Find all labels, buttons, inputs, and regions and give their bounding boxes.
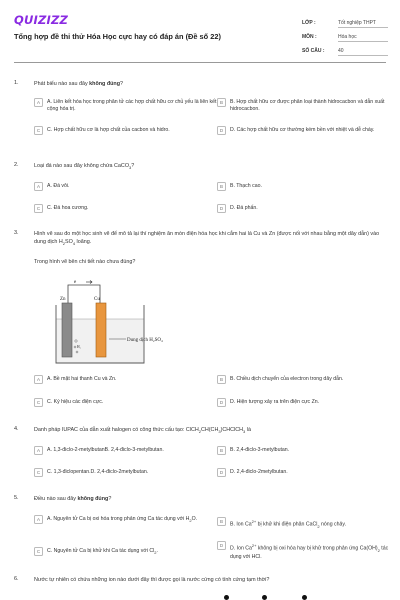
cu-label: Cu: [94, 297, 100, 302]
option-text: A. Bề mặt hai thanh Cu và Zn.: [47, 376, 117, 382]
question-number: 4.: [14, 426, 19, 432]
option-text: B. Thạch cao.: [230, 183, 262, 189]
option-letter: D: [217, 468, 226, 477]
option-text: A. 1,3-điclo-2-metylbutanB. 2,4-điclo-3-metylbutan.: [47, 447, 164, 453]
option-text: B. 2,4-điclo-3-metylbutan.: [230, 447, 290, 453]
question-text: Phát biểu nào sau đây không đúng?: [34, 81, 123, 87]
option-a[interactable]: [34, 98, 224, 113]
option-b[interactable]: [217, 182, 377, 191]
option-b[interactable]: [217, 98, 387, 113]
page-title: Tổng hợp đề thi thử Hóa Học cực hay có đáp án (Đề số 22): [14, 32, 221, 41]
option-letter: B: [217, 98, 226, 107]
option-text: D. Hiện tượng xảy ra trên điện cực Zn.: [230, 399, 320, 405]
option-text: D. 2,4-điclo-2metylbutan.: [230, 469, 288, 475]
option-d[interactable]: [217, 126, 392, 135]
bullet-dot: [302, 595, 307, 600]
meta-count-key: SỐ CÂU :: [302, 48, 325, 54]
meta-class-key: LỚP :: [302, 20, 316, 26]
option-letter: C: [34, 398, 43, 407]
option-c[interactable]: [34, 398, 204, 407]
option-letter: D: [217, 541, 226, 550]
meta-subject-key: MÔN :: [302, 34, 317, 40]
option-a[interactable]: [34, 375, 204, 384]
question-number: 1.: [14, 80, 19, 86]
electron-label: e: [74, 280, 77, 285]
option-letter: D: [217, 398, 226, 407]
option-c[interactable]: [34, 547, 214, 556]
option-c[interactable]: [34, 204, 194, 213]
question-number: 2.: [14, 162, 19, 168]
option-text: B. Ion $Ca^{2+}$ bị khử khi điện phân CaCl$_2$ nóng chảy.: [230, 519, 347, 529]
bullet-dot: [262, 595, 267, 600]
bullet-dot: [224, 595, 229, 600]
question-1: [14, 80, 386, 150]
option-letter: A: [34, 182, 43, 191]
option-letter: B: [217, 182, 226, 191]
option-a[interactable]: [34, 182, 194, 191]
option-a[interactable]: [34, 446, 219, 455]
header-divider: [14, 62, 386, 63]
zn-label: Zn: [60, 297, 66, 302]
option-letter: C: [34, 468, 43, 477]
option-b[interactable]: [217, 375, 392, 384]
meta-count-value: 40: [338, 46, 388, 56]
question-number: 6.: [14, 576, 19, 582]
option-d[interactable]: [217, 204, 377, 213]
option-text: D. Các hợp chất hữu cơ thường kém bền với nhiệt và dễ cháy.: [230, 127, 375, 133]
meta-info: [302, 16, 388, 58]
question-text: Điều nào sau đây không đúng?: [34, 496, 112, 502]
meta-class-row: [302, 16, 388, 30]
question-text: Loại đá nào sau đây không chứa CaCO$_3$?: [34, 163, 135, 171]
option-letter: A: [34, 515, 43, 524]
option-letter: A: [34, 446, 43, 455]
h2-label: H₂: [77, 345, 81, 349]
option-a[interactable]: [34, 515, 214, 524]
question-text: Hình vẽ sau đo một học sinh vẽ để mô tả lại thí nghiệm ăn mòn điện hóa học khi cắm hai lá Cu và Zn (được nối với nhau bằng một dây dẫn) vào dung dịch $H_2SO_4$ loãng.: [34, 231, 380, 247]
question-subtext: Trong hình vẽ bên chi tiết nào chưa đúng?: [34, 259, 136, 265]
option-text: B. Chiều dịch chuyển của electron trong dây dẫn.: [230, 376, 344, 382]
option-c[interactable]: [34, 126, 214, 135]
question-3: [14, 230, 386, 415]
option-letter: B: [217, 517, 226, 526]
meta-class-value: Tốt nghiệp THPT: [338, 18, 388, 28]
option-text: A. Liên kết hóa học trong phân tử các hợp chất hữu cơ chủ yếu là liên kết cộng hóa trị.: [47, 99, 217, 112]
meta-subject-value: Hóa học: [338, 32, 388, 42]
zn-electrode: [62, 303, 72, 357]
solution-label: Dung dịch H₂SO₄: [127, 338, 163, 343]
question-5: [14, 495, 389, 570]
option-c[interactable]: [34, 468, 219, 477]
option-letter: C: [34, 204, 43, 213]
option-d[interactable]: [217, 398, 392, 407]
question-text: Danh pháp IUPAC của dẫn xuất halogen có công thức cấu tạo: $ClCH_2CH(CH_3)CHClCH_3$ là: [34, 427, 251, 435]
option-text: D. Đá phấn.: [230, 205, 258, 211]
option-text: C. 1,3-điclopentan.D. 2,4-điclo-2metylbutan.: [47, 469, 149, 475]
cu-electrode: [96, 303, 106, 357]
option-letter: A: [34, 98, 43, 107]
question-number: 5.: [14, 495, 19, 501]
question-2: [14, 162, 386, 222]
option-text: C. Ký hiệu các điện cực.: [47, 399, 104, 405]
option-letter: C: [34, 547, 43, 556]
question-4: [14, 426, 386, 486]
option-text: A. Nguyên tử Ca bị oxi hóa trong phản ứng Ca tác dụng với $H_2O$.: [47, 516, 198, 524]
option-text: A. Đá vôi.: [47, 183, 70, 189]
question-6: [14, 576, 386, 600]
option-text: B. Hợp chất hữu cơ được phân loại thành hidrocacbon và dẫn xuất hidrocacbon.: [230, 99, 385, 112]
meta-count-row: [302, 44, 388, 58]
option-letter: B: [217, 375, 226, 384]
option-letter: C: [34, 126, 43, 135]
option-d[interactable]: [217, 541, 397, 561]
option-text: C. Đá hoa cương.: [47, 205, 89, 211]
quizizz-logo: QUIZIZZ: [14, 13, 69, 27]
option-b[interactable]: [217, 517, 397, 530]
question-number: 3.: [14, 230, 19, 236]
option-text: D. Ion $Ca^{2+}$ không bị oxi hóa hay bị khử trong phản ứng $Ca(OH)_2$ tác dụng với HCl.: [230, 543, 389, 560]
option-letter: B: [217, 446, 226, 455]
option-letter: D: [217, 126, 226, 135]
option-b[interactable]: [217, 446, 387, 455]
option-letter: D: [217, 204, 226, 213]
electrochemistry-figure: [34, 275, 184, 370]
option-letter: A: [34, 375, 43, 384]
question-text: Nước tự nhiên có chứa những ion nào dưới đây thì được gọi là nước cứng có tính cứng tạm thời?: [34, 577, 270, 583]
meta-subject-row: [302, 30, 388, 44]
option-d[interactable]: [217, 468, 387, 477]
option-text: C. Hợp chất hữu cơ là hợp chất của cacbon và hidro.: [47, 127, 170, 133]
option-text: C. Nguyên tử Ca bị khử khi Ca tác dụng với $Cl_2$.: [47, 548, 158, 556]
